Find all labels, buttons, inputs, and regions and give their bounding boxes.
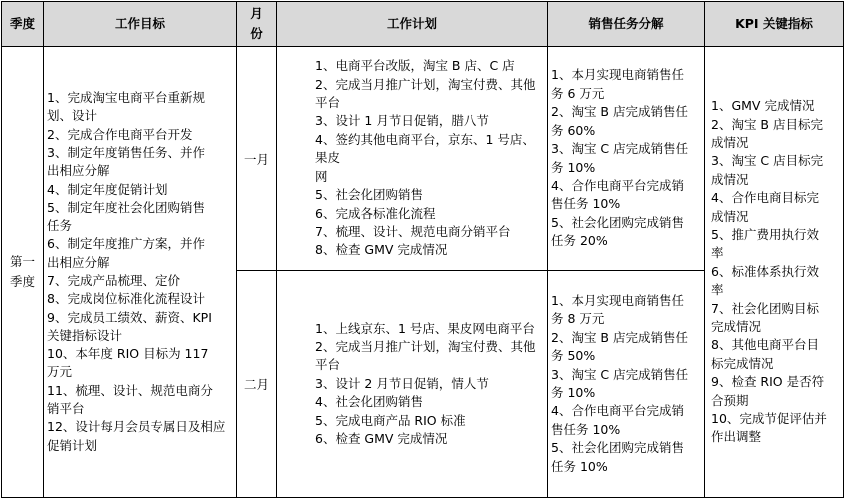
kpi-list — [711, 97, 840, 447]
kpi-cell — [705, 47, 844, 498]
list-item: 11、梳理、设计、规范电商分 — [47, 382, 213, 398]
list-item: 5、制定年度社会化团购销售 — [47, 199, 205, 215]
list-item: 4、合作电商平台完成销 — [551, 403, 684, 419]
list-item: 9、完成员工绩效、薪资、KPI — [47, 309, 212, 325]
season-cell — [2, 47, 44, 498]
list-item: 2、完成当月推广计划，淘宝付费、其他平台 — [315, 338, 536, 373]
list-item: 10、完成节促评估并 — [711, 411, 827, 427]
list-item: 1、GMV 完成情况 — [711, 98, 815, 114]
list-item: 3、淘宝 C 店完成销售任 — [551, 141, 689, 157]
month-cell-jan: 一月 — [237, 47, 277, 271]
list-item: 务 8 万元 — [551, 311, 605, 327]
list-item: 3、设计 1 月节日促销，腊八节 — [315, 113, 489, 129]
list-item: 5、社会化团购销售 — [315, 187, 423, 203]
list-item: 1、上线京东、1 号店、果皮网电商平台 — [315, 320, 535, 336]
list-item: 成情况 — [711, 171, 749, 187]
list-item: 划、设计 — [47, 108, 98, 124]
list-item: 万元 — [47, 364, 73, 380]
header-season: 季度 — [2, 2, 44, 47]
quarterly-plan-table — [1, 1, 844, 498]
list-item: 务 6 万元 — [551, 85, 605, 101]
sales-cell-jan — [548, 47, 705, 271]
season-label: 第一季度 — [9, 253, 35, 289]
list-item: 12、设计每月会员专属日及相应 — [47, 419, 226, 435]
header-month-text: 月份 — [250, 6, 263, 41]
list-item: 4、制定年度促销计划 — [47, 181, 168, 197]
list-item: 成情况 — [711, 134, 749, 150]
list-item: 合预期 — [711, 392, 749, 408]
list-item: 出相应分解 — [47, 163, 110, 179]
list-item: 关键指标设计 — [47, 327, 123, 343]
list-item: 5、社会化团购完成销售 — [551, 440, 684, 456]
list-item: 销平台 — [47, 401, 85, 417]
sales-list-feb — [551, 292, 701, 476]
list-item: 5、推广费用执行效 — [711, 226, 819, 242]
goals-list — [47, 89, 233, 455]
list-item: 6、检查 GMV 完成情况 — [315, 431, 448, 447]
list-item: 务 50% — [551, 348, 596, 364]
list-item: 8、其他电商平台目 — [711, 337, 819, 353]
list-item: 2、淘宝 B 店完成销售任 — [551, 104, 688, 120]
month-cell-feb: 二月 — [237, 271, 277, 498]
plan-cell-feb — [277, 271, 548, 498]
list-item: 3、淘宝 C 店目标完 — [711, 153, 824, 169]
header-sales: 销售任务分解 — [548, 2, 705, 47]
list-item: 4、社会化团购销售 — [315, 394, 423, 410]
table-row — [2, 47, 844, 271]
list-item: 6、标准体系执行效 — [711, 263, 819, 279]
list-item: 务 10% — [551, 385, 596, 400]
list-item: 1、本月实现电商销售任 — [551, 67, 684, 83]
header-row — [2, 2, 844, 47]
list-item: 售任务 10% — [551, 421, 621, 437]
list-item: 务 60% — [551, 122, 596, 138]
list-item: 7、社会化团购目标 — [711, 300, 819, 316]
list-item: 7、完成产品梳理、定价 — [47, 273, 180, 288]
list-item: 作出调整 — [711, 429, 762, 445]
list-item: 完成情况 — [711, 319, 762, 335]
list-item: 率 — [711, 245, 724, 261]
list-item: 4、合作电商平台完成销 — [551, 177, 684, 193]
list-item: 9、检查 RIO 是否符 — [711, 374, 825, 390]
list-item: 10、本年度 RIO 目标为 117 — [47, 346, 209, 362]
list-item: 5、完成电商产品 RIO 标准 — [315, 412, 466, 428]
list-item: 8、检查 GMV 完成情况 — [315, 242, 448, 258]
list-item: 4、签约其他电商平台，京东、1 号店、果皮 — [315, 131, 535, 166]
list-item: 1、本月实现电商销售任 — [551, 292, 684, 308]
list-item: 任务 20% — [551, 233, 608, 249]
plan-list-feb — [315, 320, 544, 449]
list-item: 4、合作电商目标完 — [711, 190, 819, 206]
list-item: 6、完成各标准化流程 — [315, 205, 436, 221]
plan-cell-jan — [277, 47, 548, 271]
list-item: 标完成情况 — [711, 355, 774, 371]
list-item: 3、淘宝 C 店完成销售任 — [551, 366, 689, 382]
list-item: 5、社会化团购完成销售 — [551, 214, 684, 230]
list-item: 1、完成淘宝电商平台重新规 — [47, 90, 205, 106]
plan-list-jan — [315, 57, 544, 259]
list-item: 网 — [315, 168, 328, 184]
list-item: 任务 — [47, 218, 73, 234]
list-item: 3、设计 2 月节日促销，情人节 — [315, 375, 489, 391]
list-item: 2、完成合作电商平台开发 — [47, 126, 193, 142]
list-item: 务 10% — [551, 159, 596, 175]
header-month — [237, 2, 277, 47]
header-plan: 工作计划 — [277, 2, 548, 47]
sales-list-jan — [551, 66, 701, 250]
list-item: 1、电商平台改版，淘宝 B 店、C 店 — [315, 58, 515, 74]
list-item: 售任务 10% — [551, 196, 621, 212]
list-item: 率 — [711, 282, 724, 298]
list-item: 7、梳理、设计、规范电商分销平台 — [315, 223, 511, 239]
list-item: 3、制定年度销售任务、并作 — [47, 144, 205, 160]
header-goals: 工作目标 — [44, 2, 237, 47]
list-item: 2、完成当月推广计划，淘宝付费、其他平台 — [315, 76, 536, 111]
list-item: 任务 10% — [551, 458, 608, 474]
list-item: 成情况 — [711, 208, 749, 224]
list-item: 促销计划 — [47, 437, 98, 453]
list-item: 8、完成岗位标准化流程设计 — [47, 291, 205, 307]
header-kpi: KPI 关键指标 — [705, 2, 844, 47]
list-item: 6、制定年度推广方案，并作 — [47, 236, 205, 252]
goals-cell — [44, 47, 237, 498]
list-item: 2、淘宝 B 店目标完 — [711, 116, 823, 132]
list-item: 出相应分解 — [47, 254, 110, 270]
list-item: 2、淘宝 B 店完成销售任 — [551, 329, 688, 345]
sales-cell-feb — [548, 271, 705, 498]
